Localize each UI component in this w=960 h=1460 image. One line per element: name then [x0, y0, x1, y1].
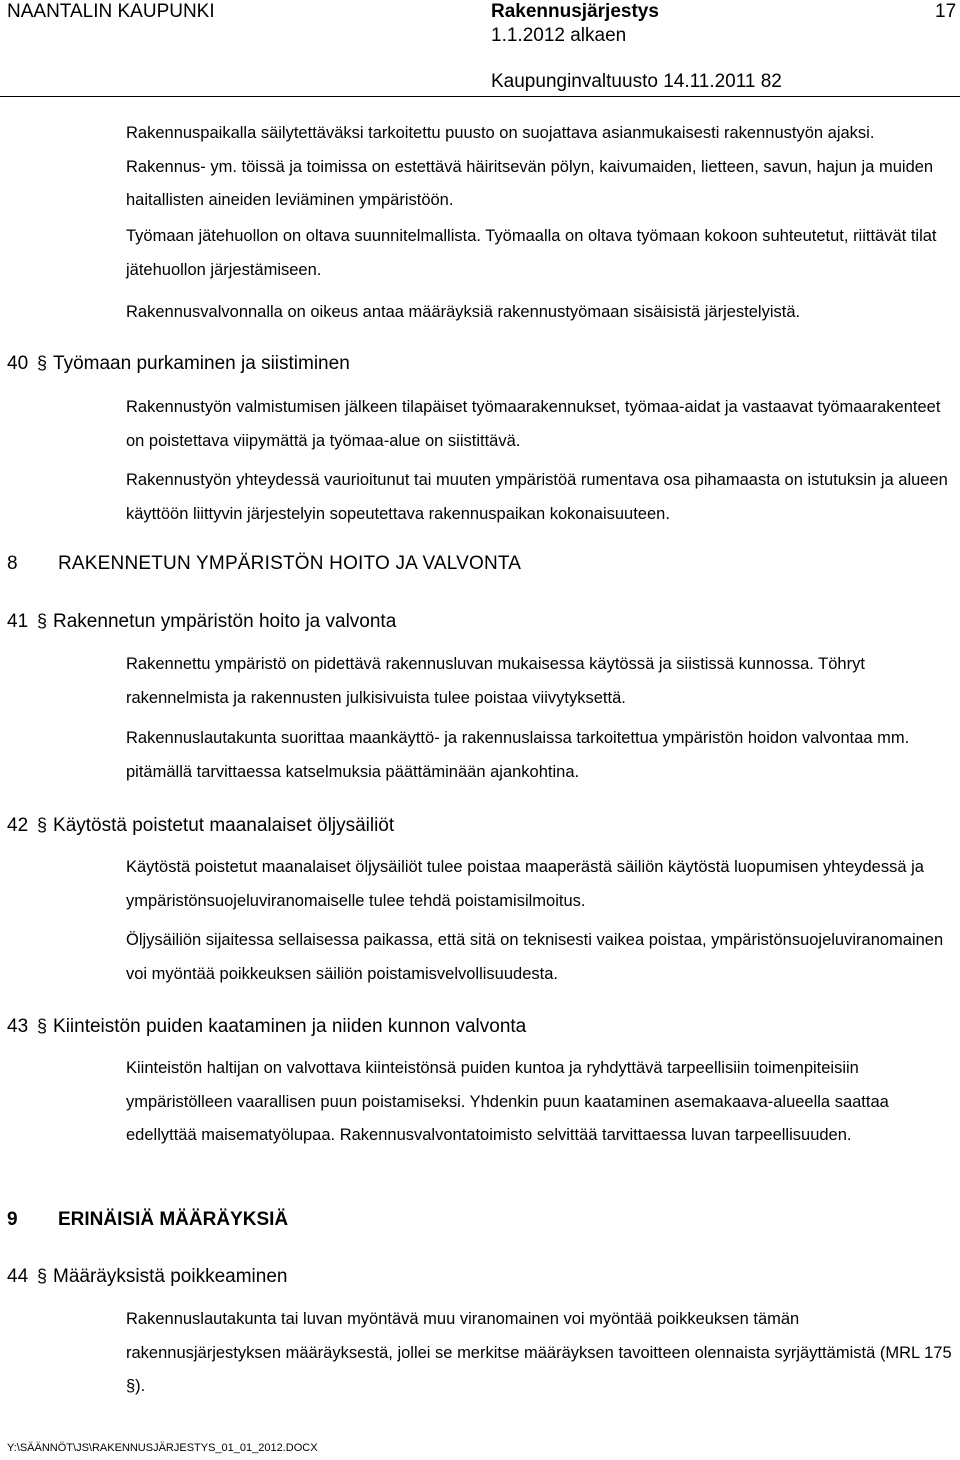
section-sign: §: [37, 1266, 48, 1286]
paragraph: Käytöstä poistetut maanalaiset öljysäiliöt tulee poistaa maaperästä säiliön käytöstä luopumisen yhteydessä ja ympäristönsuojeluviranomaiselle tulee tehdä poistamisilmoitus.: [126, 858, 924, 910]
paragraph: Rakennustyön valmistumisen jälkeen tilapäiset työmaarakennukset, työmaa-aidat ja vastaavat työmaarakenteet on poistettava viipymättä ja työmaa-alue on siistittävä.: [126, 398, 941, 450]
section-41-heading: [7, 609, 396, 634]
header-city: NAANTALIN KAUPUNKI: [7, 1, 215, 22]
section-number: 42: [7, 815, 29, 836]
section-number: 40: [7, 353, 29, 374]
section-43-heading: [7, 1014, 526, 1039]
header-rule: [0, 96, 960, 97]
section-40-heading: [7, 351, 350, 376]
paragraph: Rakennuslautakunta tai luvan myöntävä muu viranomainen voi myöntää poikkeuksen tämän rakennusjärjestyksen määräyksestä, jollei se merkitse määräyksen tavoitteen olennaista syrjäyttämistä (MRL 175 §).: [126, 1310, 952, 1395]
section-sign: §: [37, 815, 48, 835]
chapter-8-heading: [7, 552, 521, 576]
page-number: 17: [935, 1, 957, 22]
section-sign: §: [37, 1016, 48, 1036]
header-date: 1.1.2012 alkaen: [491, 25, 627, 46]
section-44-heading: [7, 1264, 287, 1289]
header-title: Rakennusjärjestys: [491, 1, 659, 22]
section-sign: §: [37, 611, 48, 631]
paragraph: Öljysäiliön sijaitessa sellaisessa paikassa, että sitä on teknisesti vaikea poistaa, ympäristönsuojeluviranomainen voi myöntää poikkeuksen säiliön poistamisvelvollisuudesta.: [126, 931, 944, 983]
chapter-number: 8: [7, 553, 18, 574]
chapter-title: ERINÄISIÄ MÄÄRÄYKSIÄ: [58, 1209, 289, 1230]
paragraph: Rakennusvalvonnalla on oikeus antaa määräyksiä rakennustyömaan sisäisistä järjestelyistä.: [126, 303, 801, 321]
paragraph: Rakennuslautakunta suorittaa maankäyttö- ja rakennuslaissa tarkoitettua ympäristön hoidon valvontaa mm. pitämällä tarvittaessa katselmuksia päättäminään ajankohtina.: [126, 729, 910, 781]
paragraph: Rakennustyön yhteydessä vaurioitunut tai muuten ympäristöä rumentava osa pihamaasta on istutuksin ja alueen käyttöön liittyvin järjestelyin sopeutettava rakennuspaikan kokonaisuuteen.: [126, 471, 948, 523]
section-title: Käytöstä poistetut maanalaiset öljysäiliöt: [53, 815, 395, 836]
section-number: 43: [7, 1016, 29, 1037]
paragraph: Rakennettu ympäristö on pidettävä rakennusluvan mukaisessa käytössä ja siistissä kunnossa. Töhryt rakennelmista ja rakennusten julkisivuista tulee poistaa viivytyksettä.: [126, 655, 865, 707]
section-title: Työmaan purkaminen ja siistiminen: [53, 353, 350, 374]
section-title: Rakennetun ympäristön hoito ja valvonta: [53, 611, 397, 632]
paragraph: Kiinteistön haltijan on valvottava kiinteistönsä puiden kuntoa ja ryhdyttävä tarpeellisiin toimenpiteisiin ympäristölleen vaarallisen puun poistamiseksi. Yhdenkin puun kaataminen asemakaava-alueella saattaa edellyttää maisematyölupaa. Rakennusvalvontatoimisto selvittää tarvittaessa luvan tarpeellisuuden.: [126, 1059, 889, 1144]
section-number: 41: [7, 611, 29, 632]
section-title: Määräyksistä poikkeaminen: [53, 1266, 288, 1287]
section-42-heading: [7, 813, 394, 838]
footer-file-path: Y:\SÄÄNNÖT\JS\RAKENNUSJÄRJESTYS_01_01_2012.DOCX: [7, 1442, 318, 1454]
section-number: 44: [7, 1266, 29, 1287]
header-council: Kaupunginvaltuusto 14.11.2011 82: [491, 71, 782, 92]
section-sign: §: [37, 353, 48, 373]
paragraph: Rakennuspaikalla säilytettäväksi tarkoitettu puusto on suojattava asianmukaisesti rakennustyön ajaksi. Rakennus- ym. töissä ja toimissa on estettävä häiritsevän pölyn, kaivumaiden, lietteen, savun, hajun ja muiden haitallisten aineiden leviäminen ympäristöön.: [126, 124, 934, 209]
chapter-number: 9: [7, 1209, 18, 1230]
section-title: Kiinteistön puiden kaataminen ja niiden kunnon valvonta: [53, 1016, 527, 1037]
paragraph: Työmaan jätehuollon on oltava suunnitelmallista. Työmaalla on oltava työmaan kokoon suhteutetut, riittävät tilat jätehuollon järjestämiseen.: [126, 227, 937, 279]
chapter-title: RAKENNETUN YMPÄRISTÖN HOITO JA VALVONTA: [58, 553, 522, 574]
chapter-9-heading: [7, 1208, 288, 1232]
